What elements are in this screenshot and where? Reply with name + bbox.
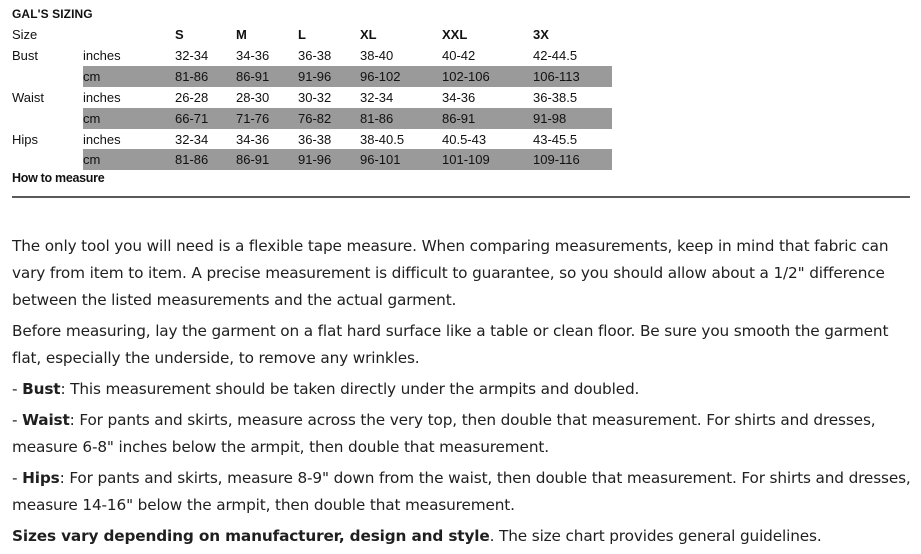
size-note-text: . The size chart provides general guidelines. [489, 527, 822, 545]
waist-instruction [12, 407, 912, 461]
unit-label: inches [83, 48, 121, 63]
size-value: 32-34 [360, 90, 394, 105]
size-value: 42-44.5 [533, 48, 578, 63]
unit-label: cm [83, 111, 101, 126]
bullet-dash: - [12, 411, 23, 429]
hips-instruction [12, 465, 912, 519]
size-value: 40.5-43 [442, 132, 487, 147]
measure-instructions [12, 233, 912, 554]
size-value: 30-32 [298, 90, 332, 105]
size-value: 91-96 [298, 152, 332, 167]
table-row [0, 129, 921, 150]
size-value: 26-28 [175, 90, 209, 105]
size-header: S [175, 27, 184, 42]
size-value: 106-113 [533, 69, 580, 84]
size-value: 86-91 [236, 69, 270, 84]
size-value: 34-36 [236, 48, 270, 63]
size-value: 34-36 [442, 90, 476, 105]
size-value: 71-76 [236, 111, 270, 126]
size-value: 81-86 [360, 111, 394, 126]
bullet-dash: - [12, 469, 23, 487]
size-value: 102-106 [442, 69, 490, 84]
header-row [0, 24, 921, 45]
bust-text: : This measurement should be taken directly under the armpits and doubled. [60, 380, 640, 398]
size-value: 91-96 [298, 69, 332, 84]
table-row [0, 45, 921, 66]
size-header: M [236, 27, 247, 42]
size-note-bold: Sizes vary depending on manufacturer, design and style [12, 527, 490, 545]
divider [12, 196, 910, 198]
bullet-dash: - [12, 380, 23, 398]
size-value: 86-91 [442, 111, 476, 126]
size-value: 96-102 [360, 69, 401, 84]
size-value: 81-86 [175, 152, 209, 167]
how-to-measure-heading: How to measure [12, 171, 105, 185]
measurement-label: Hips [12, 132, 39, 147]
size-value: 38-40.5 [360, 132, 405, 147]
size-value: 40-42 [442, 48, 476, 63]
measurement-label: Bust [12, 48, 39, 63]
size-value: 38-40 [360, 48, 394, 63]
size-value: 81-86 [175, 69, 209, 84]
table-row [0, 66, 921, 87]
table-row [0, 108, 921, 129]
intro-paragraph: The only tool you will need is a flexible tape measure. When comparing measurements, keep in mind that fabric can vary from item to item. A precise measurement is difficult to guarantee, so you should allow about a 1/2" difference between the listed measurements and the actual garment. [12, 237, 889, 309]
size-value: 76-82 [298, 111, 332, 126]
size-value: 32-34 [175, 132, 209, 147]
size-label: Size [12, 27, 38, 42]
unit-label: inches [83, 90, 121, 105]
unit-label: cm [83, 69, 101, 84]
size-value: 43-45.5 [533, 132, 578, 147]
size-value: 36-38 [298, 48, 332, 63]
size-header: L [298, 27, 306, 42]
waist-text: : For pants and skirts, measure across the very top, then double that measurement. For shirts and dresses, measure 6-8" inches below the armpit, then double that measurement. [12, 411, 876, 456]
size-value: 28-30 [236, 90, 270, 105]
size-value: 36-38 [298, 132, 332, 147]
size-value: 66-71 [175, 111, 209, 126]
hips-text: : For pants and skirts, measure 8-9" down from the waist, then double that measurement. For shirts and dresses, measure 14-16" below the armpit, then double that measurement. [12, 469, 911, 514]
size-value: 34-36 [236, 132, 270, 147]
table-row [0, 87, 921, 108]
size-value: 86-91 [236, 152, 270, 167]
size-header: XXL [442, 27, 468, 42]
unit-label: cm [83, 152, 101, 167]
hips-term: Hips [22, 469, 60, 487]
measurement-label: Waist [12, 90, 45, 105]
size-value: 32-34 [175, 48, 209, 63]
table-row [0, 149, 921, 170]
chart-title: GAL'S SIZING [12, 7, 93, 21]
size-header: XL [360, 27, 377, 42]
size-value: 101-109 [442, 152, 490, 167]
size-value: 91-98 [533, 111, 567, 126]
size-value: 109-116 [533, 152, 580, 167]
bust-instruction [12, 376, 912, 403]
waist-term: Waist [22, 411, 70, 429]
bust-term: Bust [22, 380, 61, 398]
size-value: 96-101 [360, 152, 401, 167]
size-note [12, 523, 912, 550]
prep-paragraph: Before measuring, lay the garment on a flat hard surface like a table or clean floor. Be sure you smooth the garment flat, especially the underside, to remove any wrinkles. [12, 322, 889, 367]
unit-label: inches [83, 132, 121, 147]
size-header: 3X [533, 27, 549, 42]
size-value: 36-38.5 [533, 90, 578, 105]
